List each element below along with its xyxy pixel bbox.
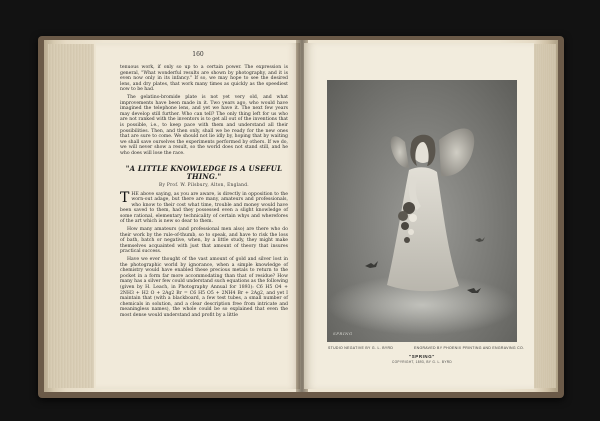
- paragraph: tenuous work, if only so up to a certain power. The expression is general, "What wonderful results are shown by photography, and it is even now only in its infancy." If so, we may hope to see the desired lens, and dry plates, that work many times as quickly as the speediest now to be had.: [120, 65, 288, 93]
- negative-credit: STUDIO NEGATIVE BY G. L. BYRD: [328, 346, 394, 350]
- swallow-bird: [365, 261, 378, 268]
- paragraph: Have we ever thought of the vast amount of gold and silver lost in the photographic world by ignorance, when a simple knowledge of chemistry would have enabled these precious metals to return to the pocket in a form far more accommodating than that of residue? How many has a silver few could understand such equations as the following (given by H. Leach, in Photography Annual for 1893): C6 H5 O4 + 2NH3 + H2 O + 2Ag2 Br = C6 H5 O5 + 2NH4 Br + 2Ag2, and yet I maintain that (with a blackboard, a few test tubes, a small number of chemicals in solution, and a clear description free from intricate and meaningless names), the whole could be so explained that even the most dense would understand and profit by a little: [120, 257, 288, 318]
- left-wing: [391, 136, 409, 168]
- right-page-edges: [532, 44, 556, 388]
- lead-paragraph-text: HE above saying, as you are aware, is directly in opposition to the worn-out adage, but there are many, amateurs and professionals, who know to their cost what time, trouble and money would have been saved to them, had they possessed even a slight knowledge of some rational, elementary technicality of certain whys and wherefores of the art which is new so dear to them.: [120, 191, 288, 225]
- left-page-body: [120, 65, 288, 321]
- plate-copyright: COPYRIGHT, 1893, BY G. L. BYRD: [392, 360, 452, 364]
- article-byline: By Prof. W. Pilsbury, Alton, England.: [159, 182, 249, 188]
- page-number: 160: [192, 51, 204, 58]
- plate-title: "SPRING": [409, 354, 435, 359]
- fairy-illustration: [327, 80, 517, 342]
- left-page-edges: [48, 44, 94, 388]
- drop-cap: T: [120, 189, 130, 206]
- paragraph: How many amateurs (and professional men also) are there who do their work by the rule-of-thumb, so to speak, and have to risk the loss of bath, batch or negative, when, by a little study, they might make themselves acquainted with just that amount of theory that insures practical success.: [120, 227, 288, 255]
- plate-signature: SPRING: [333, 331, 353, 336]
- left-page: [96, 43, 300, 389]
- lead-paragraph: [120, 189, 288, 226]
- engraver-credit: ENGRAVED BY PHOENIX PRINTING AND ENGRAVING CO.: [414, 346, 525, 350]
- paragraph: The gelatino-bromide plate is not yet very old, and what improvements have been made in it. Two years ago, who would have imagined the telephone lens, and yet we have it. The next few years may develop still further. Who can tell? The only thing left for us who are not ranked with the inventors is to get all out of the inventions that is possible, i.e., to keep pace with them and understand all their possibilities. Then, and then only, shall we be ready for the new ones that are sure to come. We should not lie idly by, hoping that by waiting we shall save ourselves the experiments performed by others. If we do, we will never show a result, so the world does not stand still, and he who does will lose the race.: [120, 94, 288, 156]
- robe: [387, 167, 459, 291]
- article-title: "A LITTLE KNOWLEDGE IS A USEFUL THING.": [125, 163, 283, 181]
- swallow-bird: [475, 237, 485, 242]
- photogravure-plate: [327, 80, 517, 342]
- right-wing: [439, 129, 474, 177]
